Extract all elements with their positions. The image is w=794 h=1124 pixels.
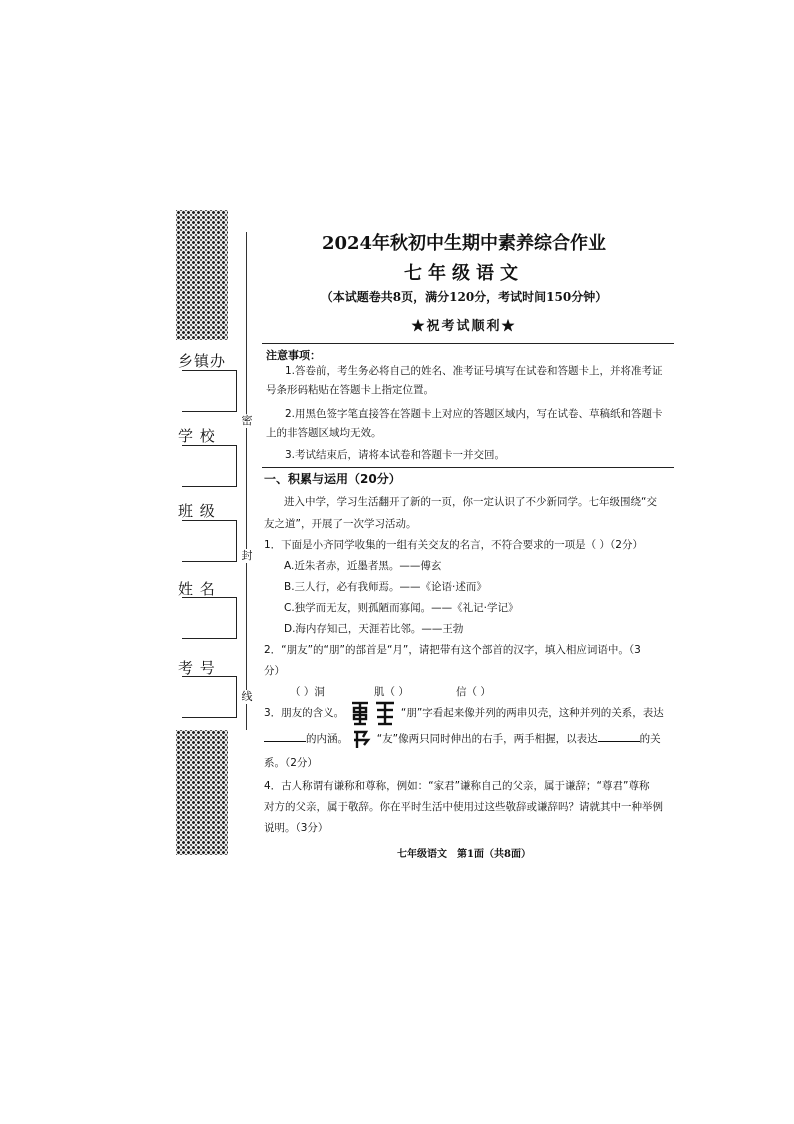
notice-item: 2.用黑色签字笔直接答在答题卡上对应的答题区域内，写在试卷、草稿纸和答题卡	[285, 408, 663, 420]
answer-blank[interactable]	[264, 731, 306, 742]
question-2-blank: （ ）洞	[290, 686, 325, 698]
field-label-town: 乡镇办	[178, 352, 227, 370]
field-label-class: 班 级	[178, 502, 216, 520]
question-3-text: “友”像两只同时伸出的右手，两手相握，以表达	[376, 733, 598, 745]
page-footer: 七年级语文 第1面（共8面）	[397, 849, 531, 860]
divider-notice	[262, 467, 674, 468]
field-box-class[interactable]	[182, 520, 237, 562]
grade-subject: 七年级语文	[404, 263, 524, 284]
section-heading: 一、积累与运用（20分）	[264, 472, 401, 486]
ancient-you-glyph-icon	[351, 728, 373, 750]
notice-item: 3.考试结束后，请将本试卷和答题卡一并交回。	[285, 449, 506, 461]
seal-mark-xian: 线	[241, 690, 253, 703]
field-box-town[interactable]	[182, 370, 237, 412]
question-3-line-1	[264, 698, 664, 728]
question-1-option: A.近朱者赤，近墨者黑。——傅玄	[284, 560, 442, 572]
question-2-blank: 肌（ ）	[374, 686, 409, 698]
question-4-line: 对方的父亲，属于敬辞。你在平时生活中使用过这些敬辞或谦辞吗？请就其中一种举例	[264, 801, 663, 813]
field-label-school: 学 校	[178, 427, 216, 445]
answer-blank[interactable]	[598, 731, 640, 742]
question-3-points: 系。（2分）	[264, 757, 318, 769]
ancient-peng-glyph-icon	[348, 700, 398, 726]
field-label-exam-no: 考 号	[178, 659, 216, 677]
seal-mark-mi: 密	[241, 414, 253, 427]
field-label-name: 姓 名	[178, 580, 216, 598]
notice-item: 上的非答题区域均无效。	[266, 427, 382, 439]
seal-mark-feng: 封	[241, 549, 253, 562]
question-1-option: B.三人行，必有我师焉。——《论语·述而》	[284, 581, 487, 593]
binding-pattern-top	[176, 210, 228, 340]
question-3-text: 的内涵。	[306, 733, 348, 745]
question-3-line-2	[264, 726, 661, 752]
blessing: ★祝考试顺利★	[411, 319, 517, 334]
section-intro: 进入中学，学习生活翻开了新的一页，你一定认识了不少新同学。七年级围绕“交	[284, 496, 657, 508]
notice-item: 号条形码粘贴在答题卡上指定位置。	[266, 384, 434, 396]
binding-pattern-bottom	[176, 730, 228, 855]
question-3-text: “朋”字看起来像并列的两串贝壳，这种并列的关系，表达	[400, 707, 664, 719]
field-box-exam-no[interactable]	[182, 676, 237, 718]
question-1-stem: 1．下面是小齐同学收集的一组有关交友的名言，不符合要求的一项是（ ）（2分）	[264, 539, 643, 551]
question-1-option: C.独学而无友，则孤陋而寡闻。——《礼记·学记》	[284, 602, 519, 614]
field-box-name[interactable]	[182, 597, 237, 639]
seal-line	[246, 232, 247, 730]
question-4-line: 4．古人称谓有谦称和尊称，例如：“家君”谦称自己的父亲，属于谦辞；“尊君”尊称	[264, 780, 650, 792]
question-3-text: 的关	[639, 733, 661, 745]
question-1-option: D.海内存知己，天涯若比邻。——王勃	[284, 623, 464, 635]
question-4-line: 说明。（3分）	[264, 822, 329, 834]
field-box-school[interactable]	[182, 445, 237, 487]
notice-heading: 注意事项：	[266, 349, 321, 362]
exam-title: 2024年秋初中生期中素养综合作业	[321, 233, 607, 254]
question-2-stem: 分）	[264, 665, 285, 677]
exam-info: （本试题卷共8页，满分120分，考试时间150分钟）	[320, 290, 608, 304]
notice-item: 1.答卷前，考生务必将自己的姓名、准考证号填写在试卷和答题卡上，并将准考证	[285, 365, 663, 377]
question-3-text: 3．朋友的含义。	[264, 707, 345, 719]
section-intro: 友之道”，开展了一次学习活动。	[264, 518, 417, 530]
divider-top	[262, 343, 674, 344]
question-2-blank: 信（ ）	[456, 686, 491, 698]
question-2-stem: 2．“朋友”的“朋”的部首是“月”，请把带有这个部首的汉字，填入相应词语中。（3	[264, 644, 641, 656]
